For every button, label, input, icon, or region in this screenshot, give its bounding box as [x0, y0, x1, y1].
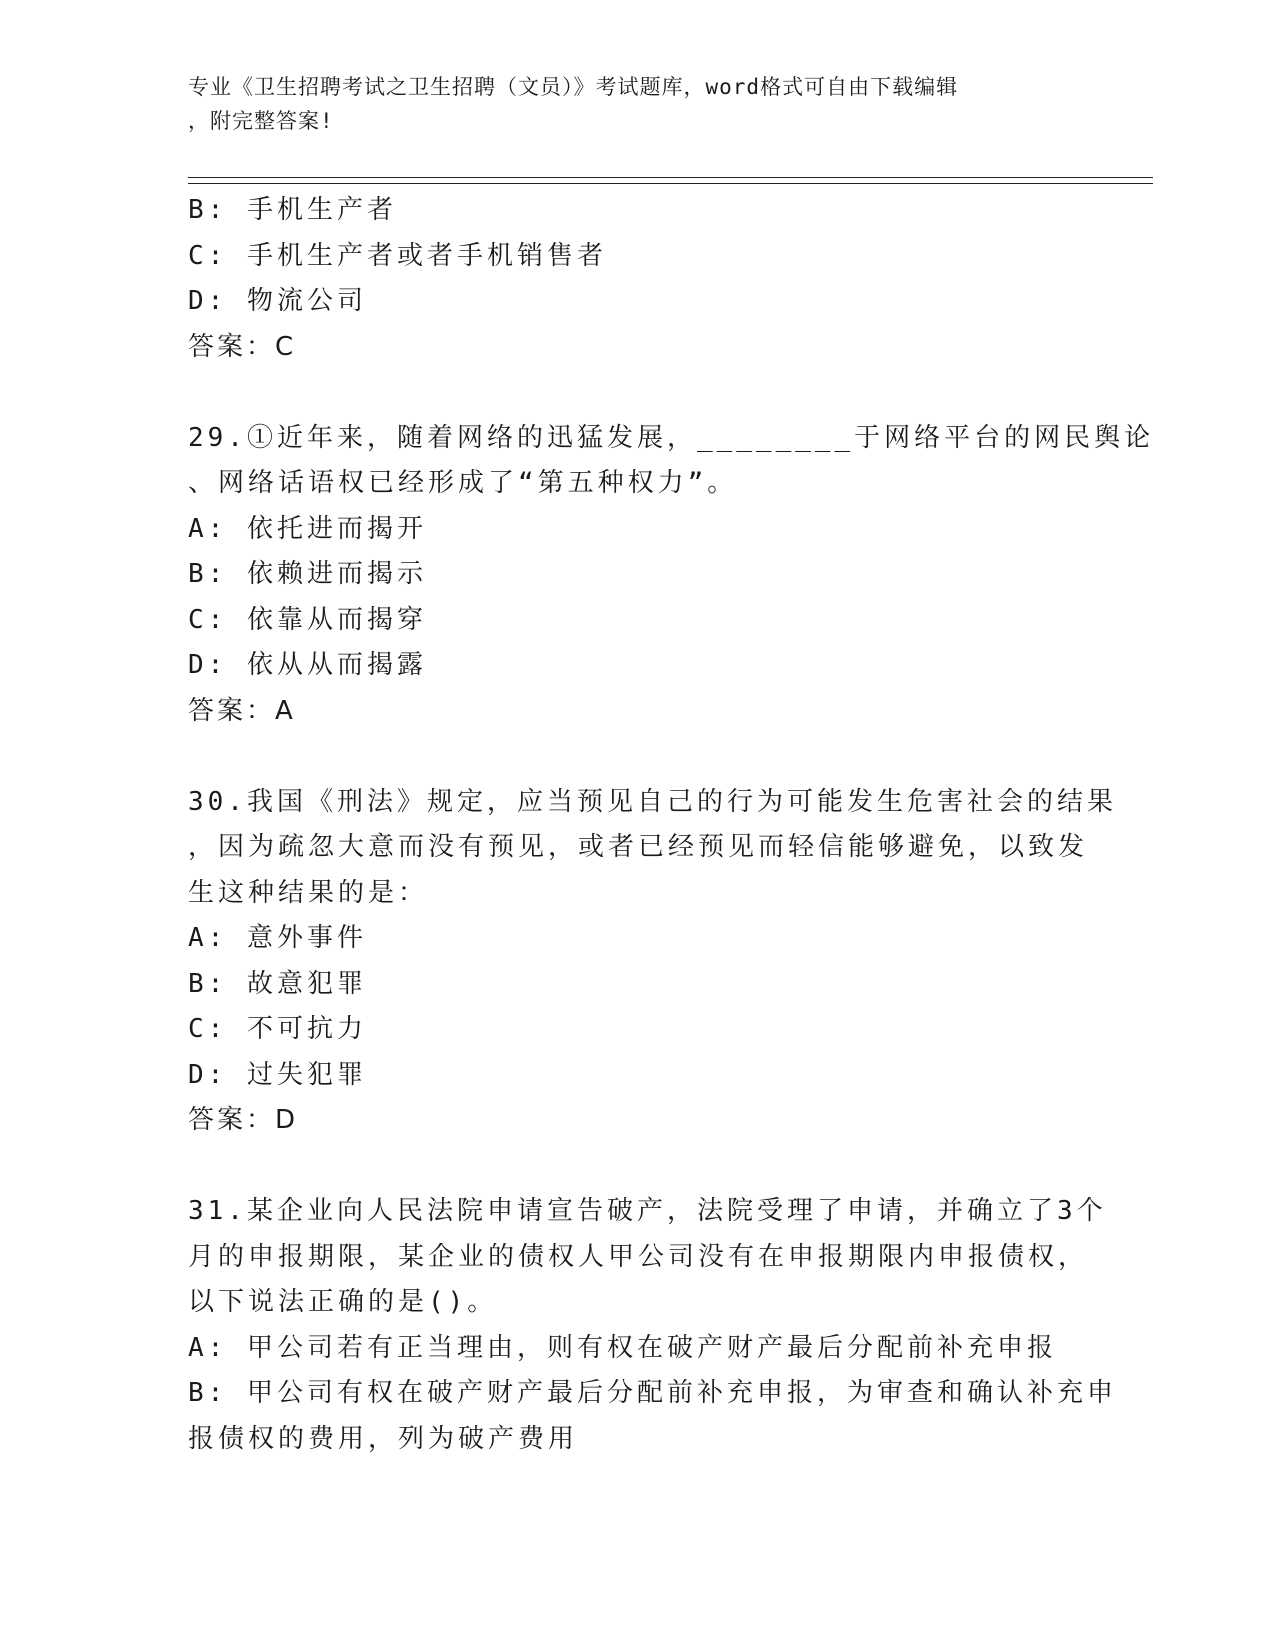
spacer: [188, 1144, 1088, 1190]
header-line-1: 专业《卫生招聘考试之卫生招聘（文员）》考试题库，word格式可自由下载编辑: [188, 75, 959, 99]
question-text-line-2: 、网络话语权已经形成了“第五种权力”。: [188, 468, 738, 498]
spacer: [188, 370, 1088, 416]
option-b: B: 手机生产者: [188, 195, 397, 225]
question-text-line-1: 29.①近年来，随着网络的迅猛发展，________于网络平台的网民舆论: [188, 422, 1155, 453]
option-b-line-2: 报债权的费用，列为破产费用: [188, 1423, 579, 1454]
option-b: B: 故意犯罪: [188, 968, 367, 999]
question-29: [188, 416, 1155, 735]
question-30: [188, 780, 1117, 1144]
option-c: C: 依靠从而揭穿: [188, 604, 427, 635]
answer-label: 答案：A: [188, 695, 296, 726]
option-d: D: 过失犯罪: [188, 1059, 367, 1090]
header-divider-bottom: [188, 183, 1153, 184]
option-c: C: 不可抗力: [188, 1014, 367, 1044]
document-header: [188, 70, 1068, 138]
question-content: [188, 188, 1155, 1462]
option-a: A: 甲公司若有正当理由，则有权在破产财产最后分配前补充申报: [188, 1332, 1057, 1363]
option-a: A: 意外事件: [188, 923, 367, 953]
option-c: C: 手机生产者或者手机销售者: [188, 240, 607, 271]
answer-label: 答案：D: [188, 1105, 299, 1135]
question-text-line-1: 31.某企业向人民法院申请宣告破产，法院受理了申请，并确立了3个: [188, 1196, 1107, 1226]
header-divider-top: [188, 177, 1153, 178]
spacer: [188, 734, 1088, 780]
option-a: A: 依托进而揭开: [188, 513, 427, 544]
question-text-line-2: 月的申报期限，某企业的债权人甲公司没有在申报期限内申报债权，: [188, 1241, 1089, 1272]
question-text-line-2: ，因为疏忽大意而没有预见，或者已经预见而轻信能够避免，以致发: [188, 832, 1089, 862]
question-text-line-3: 生这种结果的是：: [188, 877, 429, 908]
option-b: B: 依赖进而揭示: [188, 559, 427, 589]
option-d: D: 依从从而揭露: [188, 650, 427, 680]
question-text-line-1: 30.我国《刑法》规定，应当预见自己的行为可能发生危害社会的结果: [188, 786, 1117, 817]
question-text-line-3: 以下说法正确的是()。: [188, 1287, 498, 1317]
header-line-2: ，附完整答案!: [188, 109, 334, 133]
answer-label: 答案：C: [188, 331, 297, 362]
option-b-line-1: B: 甲公司有权在破产财产最后分配前补充申报，为审查和确认补充申: [188, 1378, 1117, 1408]
option-d: D: 物流公司: [188, 286, 367, 316]
question-31: [188, 1189, 1117, 1462]
question-28: [188, 188, 1088, 370]
